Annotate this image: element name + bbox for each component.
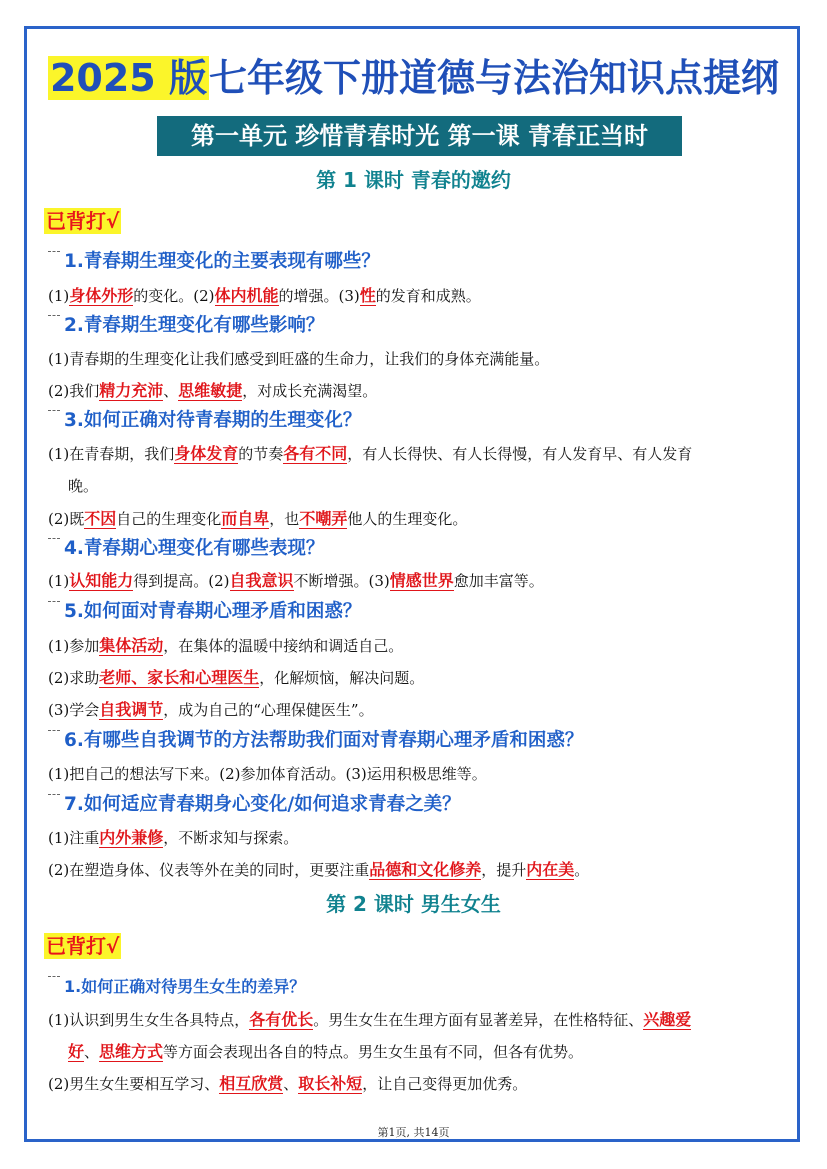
- answer-text-segment: (2)我们: [48, 382, 100, 400]
- question-4-text: 4.青春期心理变化有哪些表现？: [64, 538, 325, 559]
- dash-mark: [48, 315, 60, 328]
- keyword: 兴趣爱: [643, 1010, 692, 1029]
- keyword: 身体外形: [69, 286, 134, 305]
- answer-text-segment: 自己的生理变化: [116, 510, 222, 528]
- recite-checkbox-label-2: 已背打√: [46, 934, 120, 958]
- answer-3-2: [48, 503, 784, 535]
- answer-7-1: [48, 822, 784, 854]
- question-6: [48, 728, 583, 754]
- keyword: 思维方式: [99, 1042, 164, 1061]
- keyword: 品德和文化修养: [369, 860, 482, 879]
- dash-mark: [48, 601, 60, 614]
- keyword: 不因: [84, 509, 117, 528]
- question-5-text: 5.如何面对青春期心理矛盾和困惑？: [64, 601, 362, 622]
- keyword: 认知能力: [69, 571, 134, 590]
- answer-text-segment: (2)男生女生要相互学习、: [48, 1075, 220, 1093]
- keyword: 老师、家长和心理医生: [99, 668, 260, 687]
- dash-mark: [48, 794, 60, 807]
- answer-text-segment: (1)参加: [48, 637, 100, 655]
- answer-5-2: [48, 662, 784, 694]
- dash-mark: [48, 538, 60, 551]
- answer-text-segment: 等方面会表现出各自的特点。男生女生虽有不同，但各有优势。: [163, 1043, 584, 1061]
- answer-text-segment: 晚。: [68, 477, 99, 495]
- answer-text-segment: ，对成长充满渴望。: [242, 382, 378, 400]
- lesson-2-answer-1-2: [48, 1068, 784, 1100]
- answer-text-segment: (2)求助: [48, 669, 100, 687]
- question-4: [48, 536, 324, 562]
- answer-2-1: (1)青春期的生理变化让我们感受到旺盛的生命力，让我们的身体充满能量。: [48, 350, 550, 368]
- dash-mark: [48, 251, 60, 264]
- answer-text-segment: 。: [574, 861, 590, 879]
- answer-text-segment: 他人的生理变化。: [347, 510, 468, 528]
- keyword: 性: [359, 286, 376, 305]
- keyword: 各有不同: [283, 444, 348, 463]
- lesson-2-question-1: [48, 974, 305, 1000]
- answer-text-segment: ，化解烦恼，解决问题。: [259, 669, 425, 687]
- answer-7-2: [48, 854, 784, 886]
- answer-text-segment: 不断增强。(3): [293, 572, 390, 590]
- answer-text-segment: ，在集体的温暖中接纳和调适自己。: [163, 637, 404, 655]
- keyword: 思维敏捷: [178, 381, 243, 400]
- question-7: [48, 792, 461, 818]
- question-3-text: 3.如何正确对待青春期的生理变化？: [64, 410, 362, 431]
- question-5: [48, 599, 361, 625]
- answer-text-segment: 、: [283, 1075, 299, 1093]
- answer-text-segment: 、: [84, 1043, 100, 1061]
- answer-5-3: [48, 694, 784, 726]
- answer-1-1: [48, 280, 784, 312]
- question-3: [48, 408, 361, 434]
- title-year-highlight: 2025 版: [49, 56, 207, 100]
- keyword: 好: [68, 1042, 85, 1061]
- answer-text-segment: ，有人长得快、有人长得慢，有人发育早、有人发育: [347, 445, 693, 463]
- answer-text-segment: (2)在塑造身体、仪表等外在美的同时，更要注重: [48, 861, 370, 879]
- keyword: 内在美: [526, 860, 575, 879]
- answer-text-segment: 的节奏: [238, 445, 284, 463]
- answer-4-1: [48, 565, 784, 597]
- answer-2-2: [48, 375, 784, 407]
- answer-text-segment: 的增强。(3): [278, 287, 360, 305]
- lesson-2-answer-1-1: [48, 1004, 784, 1068]
- answer-text-segment: ，提升: [481, 861, 527, 879]
- answer-text-segment: 、: [163, 382, 179, 400]
- keyword: 集体活动: [99, 636, 164, 655]
- answer-text-segment: (1): [48, 287, 70, 305]
- question-2-text: 2.青春期生理变化有哪些影响？: [64, 315, 325, 336]
- title-text: 七年级下册道德与法治知识点提纲: [208, 56, 779, 100]
- lesson-2-question-1-text: 1.如何正确对待男生女生的差异？: [64, 977, 306, 996]
- question-1: [48, 249, 380, 275]
- lesson-2-heading: 第 2 课时 男生女生: [326, 892, 501, 916]
- answer-text-segment: ，不断求知与探索。: [163, 829, 299, 847]
- answer-text-segment: (1)注重: [48, 829, 100, 847]
- answer-text-segment: (1): [48, 572, 70, 590]
- keyword: 自我调节: [99, 700, 164, 719]
- question-6-text: 6.有哪些自我调节的方法帮助我们面对青春期心理矛盾和困惑？: [64, 730, 584, 751]
- answer-text-segment: 。男生女生在生理方面有显著差异，在性格特征、: [313, 1011, 644, 1029]
- dash-mark: [48, 410, 60, 423]
- dash-mark: [48, 730, 60, 743]
- answer-text-segment: 得到提高。(2): [133, 572, 230, 590]
- answer-3-1: [48, 438, 784, 502]
- answer-text-segment: (3)学会: [48, 701, 100, 719]
- keyword: 身体发育: [174, 444, 239, 463]
- page-title: [0, 44, 827, 112]
- answer-text-segment: ，让自己变得更加优秀。: [362, 1075, 528, 1093]
- keyword: 相互欣赏: [219, 1074, 284, 1093]
- answer-6-1: (1)把自己的想法写下来。(2)参加体育活动。(3)运用积极思维等。: [48, 765, 487, 783]
- unit-banner: 第一单元 珍惜青春时光 第一课 青春正当时: [157, 116, 682, 156]
- keyword: 而自卑: [221, 509, 270, 528]
- lesson-1-heading: 第 1 课时 青春的邀约: [316, 168, 511, 192]
- page-footer: 第1页, 共14页: [377, 1126, 450, 1139]
- question-7-text: 7.如何适应青春期身心变化/如何追求青春之美？: [64, 794, 461, 815]
- answer-text-segment: (2)既: [48, 510, 85, 528]
- keyword: 自我意识: [229, 571, 294, 590]
- answer-text-segment: ，成为自己的“心理保健医生”。: [163, 701, 374, 719]
- keyword: 内外兼修: [99, 828, 164, 847]
- keyword: 不嘲弄: [299, 509, 348, 528]
- answer-text-segment: ，也: [269, 510, 300, 528]
- keyword: 各有优长: [249, 1010, 314, 1029]
- answer-text-segment: (1)在青春期，我们: [48, 445, 175, 463]
- keyword: 精力充沛: [99, 381, 164, 400]
- answer-5-1: [48, 630, 784, 662]
- keyword: 体内机能: [214, 286, 279, 305]
- recite-checkbox-label-1: 已背打√: [46, 209, 120, 233]
- answer-text-segment: (1)认识到男生女生各具特点，: [48, 1011, 250, 1029]
- answer-text-segment: 的变化。(2): [133, 287, 215, 305]
- answer-text-segment: 愈加丰富等。: [453, 572, 544, 590]
- question-1-text: 1.青春期生理变化的主要表现有哪些？: [64, 251, 380, 272]
- dash-mark: [48, 976, 60, 989]
- answer-text-segment: 的发育和成熟。: [375, 287, 481, 305]
- question-2: [48, 313, 324, 339]
- keyword: 取长补短: [298, 1074, 363, 1093]
- keyword: 情感世界: [389, 571, 454, 590]
